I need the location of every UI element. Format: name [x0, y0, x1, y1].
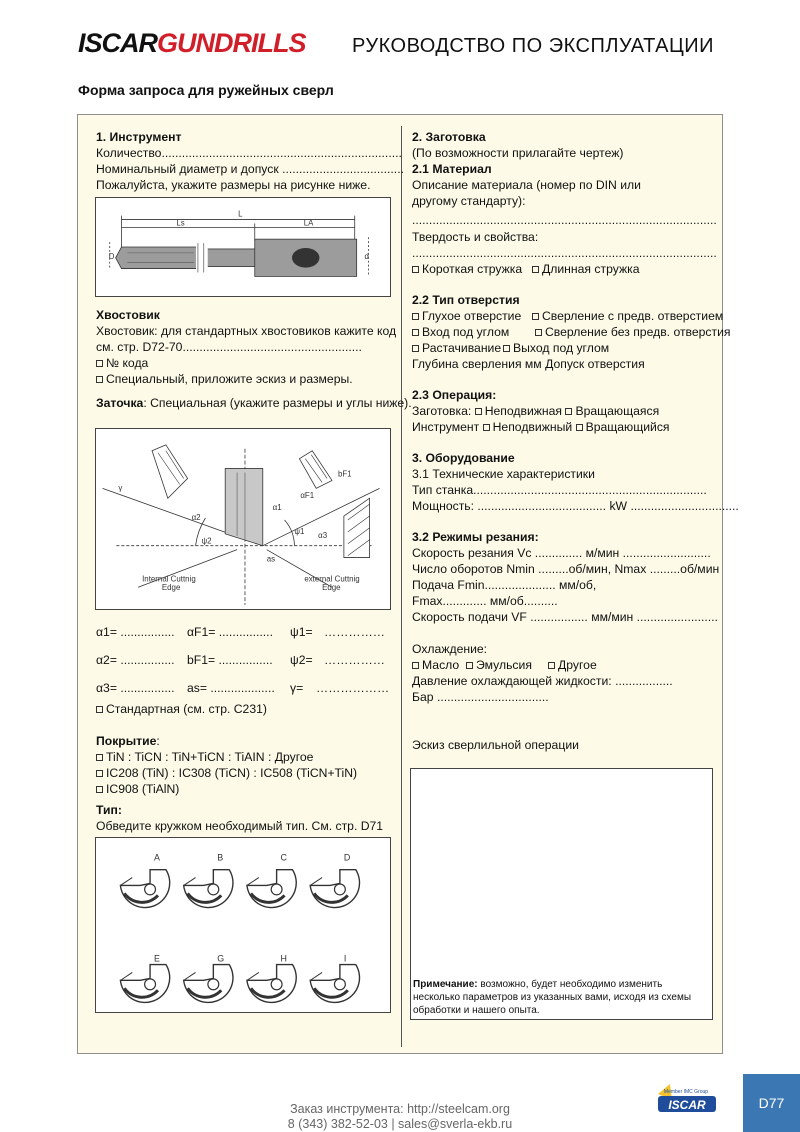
type-label-c[interactable]: C [280, 852, 287, 863]
angle-alpha1[interactable]: α1= ................ [96, 625, 175, 639]
coolant-title: Охлаждение: [412, 642, 488, 656]
fig2-gamma: γ [118, 483, 123, 493]
operation-title: 2.3 Операция: [412, 388, 497, 402]
checkbox[interactable] [466, 662, 473, 669]
column-divider [401, 126, 402, 1047]
hole-no-predrill[interactable]: Сверление без предв. отверстия [535, 324, 731, 340]
shank-text-1: Хвостовик: для стандартных хвостовиков кажите код [96, 324, 397, 338]
chip-long-option[interactable]: Длинная стружка [532, 261, 639, 277]
shank-title: Хвостовик [96, 308, 160, 322]
angle-psi2-label: ψ2= [290, 653, 313, 667]
type-text: Обведите кружком необходимый тип. См. стр. D71 [96, 819, 384, 833]
shank-option-special[interactable]: Специальный, приложите эскиз и размеры. [96, 371, 353, 387]
cutting-modes-title: 3.2 Режимы резания: [412, 530, 539, 544]
checkbox[interactable] [412, 313, 419, 320]
logo-gundrills: GUNDRILLS [157, 28, 306, 58]
type-label-e[interactable]: E [154, 953, 160, 964]
section-tool-title: 1. Инструмент [96, 130, 182, 144]
checkbox[interactable] [96, 706, 103, 713]
diameter-field[interactable]: Номинальный диаметр и допуск .................................... [96, 162, 404, 176]
feed-max-field[interactable]: Fmax............. мм/об.......... [412, 594, 558, 608]
hole-angled-entry[interactable]: Вход под углом [412, 324, 509, 340]
fig2-internal-edge: Internal Cuttnig [142, 574, 196, 584]
hole-boring[interactable]: Растачивание [412, 340, 501, 356]
checkbox[interactable] [96, 770, 103, 777]
material-desc-2: другому стандарту): [412, 194, 526, 208]
checkbox[interactable] [96, 786, 103, 793]
checkbox[interactable] [576, 424, 583, 431]
fig2-alpha1: α1 [272, 503, 282, 513]
type-label-a[interactable]: A [154, 852, 160, 863]
checkbox[interactable] [412, 662, 419, 669]
coolant-emulsion[interactable]: Эмульсия [466, 657, 532, 673]
coolant-pressure-field[interactable]: Давление охлаждающей жидкости: ................. [412, 674, 673, 688]
drilling-depth-field[interactable]: Глубина сверления мм Допуск отверстия [412, 357, 645, 371]
hole-predrilled[interactable]: Сверление с предв. отверстием [532, 308, 723, 324]
power-field[interactable]: Мощность: ...................................... kW ................................ [412, 499, 739, 513]
operation-workpiece: Заготовка: Неподвижная Вращающаяся [412, 404, 660, 418]
checkbox[interactable] [412, 345, 419, 352]
coolant-oil[interactable]: Масло [412, 657, 459, 673]
hole-angled-exit[interactable]: Выход под углом [503, 340, 609, 356]
fig2-alphaF1: αF1 [300, 491, 315, 501]
iscar-logo [656, 1082, 718, 1114]
type-profiles-bottom [120, 965, 359, 1003]
sketch-area[interactable] [410, 768, 713, 1020]
rpm-field[interactable]: Число оборотов Nmin .........об/мин, Nmax .........об/мин [412, 562, 720, 576]
angle-as[interactable]: as= ................... [187, 681, 275, 695]
sketch-title: Эскиз сверлильной операции [412, 738, 579, 752]
coating-option-1[interactable]: TiN : TiCN : TiN+TiCN : TiAIN : Другое [96, 749, 313, 765]
material-title: 2.1 Материал [412, 162, 492, 176]
chip-short-option[interactable]: Короткая стружка [412, 261, 522, 277]
coating-option-2[interactable]: IC208 (TiN) : IC308 (TiCN) : IC508 (TiCN+TiN) [96, 765, 357, 781]
workpiece-note: (По возможности прилагайте чертеж) [412, 146, 624, 160]
angle-bF1[interactable]: bF1= ................ [187, 653, 273, 667]
hardness-label: Твердость и свойства: [412, 230, 539, 244]
checkbox[interactable] [412, 266, 419, 273]
drill-types-figure [95, 837, 391, 1013]
shank-text-2: см. стр. D72-70..................................................... [96, 340, 362, 354]
fig2-external-edge-2: Edge [322, 583, 341, 593]
section-workpiece-title: 2. Заготовка [412, 130, 486, 144]
checkbox[interactable] [483, 424, 490, 431]
material-desc-1: Описание материала (номер по DIN или [412, 178, 641, 192]
angle-alpha2[interactable]: α2= ................ [96, 653, 175, 667]
fig2-alpha3: α3 [318, 530, 328, 540]
cutting-speed-field[interactable]: Скорость резания Vc .............. м/мин .......................... [412, 546, 711, 560]
fig1-label-L: L [238, 209, 243, 219]
coolant-other[interactable]: Другое [548, 657, 597, 673]
gundrill-dimension-figure [95, 197, 391, 297]
logo-iscar: ISCAR [78, 28, 158, 58]
sharpening-line: Заточка: Специальная (укажите размеры и углы ниже). [96, 396, 412, 410]
checkbox[interactable] [96, 360, 103, 367]
checkbox[interactable] [532, 266, 539, 273]
checkbox[interactable] [535, 329, 542, 336]
quantity-field[interactable]: Количество....................................................................... [96, 146, 402, 160]
note: Примечание: возможно, будет необходимо изменить несколько параметров из указанных вами, исходя из схемы обработки и нашего опыта. [413, 979, 692, 1016]
type-label-b[interactable]: B [217, 852, 224, 863]
hardness-field[interactable]: .......................................................................................... [412, 246, 717, 260]
checkbox[interactable] [532, 313, 539, 320]
operation-tool: Инструмент Неподвижный Вращающийся [412, 420, 670, 434]
fig1-label-LA: LA [303, 218, 314, 228]
material-field[interactable]: .......................................................................................... [412, 213, 717, 227]
type-label-g[interactable]: G [217, 953, 225, 964]
hole-type-title: 2.2 Тип отверстия [412, 293, 520, 307]
tech-specs-title: 3.1 Технические характеристики [412, 467, 595, 481]
checkbox[interactable] [548, 662, 555, 669]
page-number-tab: D77 [743, 1074, 800, 1132]
angle-psi2-field[interactable]: …………… [324, 653, 385, 667]
checkbox[interactable] [565, 408, 572, 415]
coating-title: Покрытие: [96, 734, 160, 748]
drill-point-geometry-figure [95, 428, 391, 610]
fig2-bF1: bF1 [337, 469, 352, 479]
fig2-external-edge: external Cuttnig [304, 574, 360, 584]
angle-gamma-label: γ= [290, 681, 304, 695]
type-label-i[interactable]: I [343, 953, 347, 964]
hole-blind[interactable]: Глухое отверстие [412, 308, 521, 324]
feed-speed-field[interactable]: Скорость подачи VF ................. мм/мин ........................ [412, 610, 718, 624]
shank-option-code[interactable]: № кода [96, 355, 148, 371]
angle-psi1-label: ψ1= [290, 625, 313, 639]
type-label-d[interactable]: D [343, 852, 351, 863]
page-subtitle: Форма запроса для ружейных сверл [78, 82, 334, 98]
dims-note: Пожалуйста, укажите размеры на рисунке ниже. [96, 178, 371, 192]
angle-psi1-field[interactable]: …………… [324, 625, 385, 639]
checkbox[interactable] [475, 408, 482, 415]
bar-field[interactable]: Бар ................................. [412, 690, 549, 704]
coating-option-3[interactable]: IC908 (TiAlN) [96, 781, 179, 797]
brand-logo [78, 28, 306, 59]
page-header-title: РУКОВОДСТВО ПО ЭКСПЛУАТАЦИИ [352, 35, 715, 57]
fig1-label-d: d [364, 251, 369, 261]
checkbox[interactable] [96, 376, 103, 383]
iscar-member-text: Member IMC Group [663, 1089, 709, 1095]
angle-alpha3[interactable]: α3= ................ [96, 681, 175, 695]
fig2-psi1: ψ1 [294, 526, 305, 536]
equipment-title: 3. Оборудование [412, 451, 515, 465]
fig2-as: as [266, 554, 276, 564]
fig2-internal-edge-2: Edge [161, 583, 181, 593]
type-label-h[interactable]: H [280, 953, 287, 964]
fig2-alpha2: α2 [191, 512, 201, 522]
footer-contacts[interactable]: 8 (343) 382-52-03 | sales@sverla-ekb.ru [287, 1117, 513, 1131]
iscar-brand-text: ISCAR [668, 1098, 706, 1112]
checkbox[interactable] [96, 754, 103, 761]
type-title: Тип: [96, 803, 122, 817]
type-profiles-top [120, 870, 359, 908]
footer-order-link[interactable]: Заказ инструмента: http://steelcam.org [290, 1102, 510, 1116]
standard-option[interactable]: Стандартная (см. стр. C231) [96, 701, 267, 717]
fig1-label-Ls: Ls [176, 218, 185, 228]
checkbox[interactable] [503, 345, 510, 352]
fig1-label-D: D [108, 251, 115, 261]
feed-min-field[interactable]: Подача Fmin..................... мм/об, [412, 578, 597, 592]
fig2-psi2: ψ2 [201, 536, 212, 546]
angle-alphaF1[interactable]: αF1= ................ [187, 625, 273, 639]
machine-type-field[interactable]: Тип станка..................................................................... [412, 483, 707, 497]
angle-gamma-field[interactable]: ……………… [316, 681, 390, 695]
checkbox[interactable] [412, 329, 419, 336]
